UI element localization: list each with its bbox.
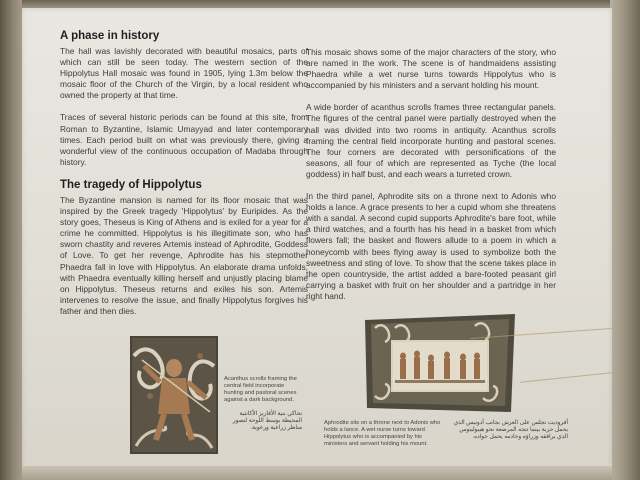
paragraph-mosaic-characters: This mosaic shows some of the major characters of the story, who are named in the work. The scene is of handmaidens assisting Phaedra while a wet nurse turns towards Hippolytus who is accompanied by his ministers and a servant holding his mount. — [306, 47, 556, 91]
panel-bottom-edge — [22, 466, 612, 480]
right-column — [306, 47, 556, 313]
caption-left-arabic: تحاكي بنية الأفاريز الأكانثية المحيطة بوسط اللوحة لتصور مناظر زراعية ورعوية. — [232, 411, 302, 431]
sign-frame-left — [0, 0, 22, 480]
paragraph-mosaic-discovery: The hall was lavishly decorated with beautiful mosaics, parts of which can still be seen today. The western section of the Hippolytus Hall mosaic was found in 1905, lying 1.3m below the mosaic floor of the Church of the Virgin, by a local resident who owned the property at that time. — [60, 46, 308, 101]
paragraph-tragedy-story: The Byzantine mansion is named for its floor mosaic that was inspired by the Greek tragedy 'Hippolytus' by Euripides. As the story goes, Theseus is King of Athens and is exiled for a year for a crime he committed. Hippolytus is his illegitimate son, who has sworn chastity and reveres Artemis instead of Aphrodite, Goddess of Love. To get her revenge, Aphrodite has his stepmother Phaedra fall in love with Hippolytus. An elaborate drama unfolds, with Phaedra eventually killing herself and unjustly placing blame on Hippolytus. Theseus returns and exiles his son. Artemis intervenes to resolve the issue, and finally Hippolytus forgives his father and then dies. — [60, 194, 308, 316]
caption-left-english: Acanthus scrolls framing the central field incorporate hunting and pastoral scenes against a dark background. — [224, 376, 297, 403]
mosaic-image-aphrodite-panel — [365, 314, 515, 414]
paragraph-historic-periods: Traces of several historic periods can be found at this site, from Roman to Byzantine, Islamic Umayyad and later contemporary times. Each period built on what was previously there, giving a wonderful view of the continuous occupation of Madaba through history. — [60, 112, 308, 167]
sign-frame-right — [610, 0, 640, 480]
paragraph-acanthus-border: A wide border of acanthus scrolls frames three rectangular panels. The figures of the central panel were partially destroyed when the hall was divided into two rooms in antiquity. Acanthus scrolls framing the central field incorporate hunting and pastoral scenes. The four corners are decorated with personifications of the seasons, all four of which are represented as Tyche (the local goddess) in half bust, and each wears a turreted crown. — [306, 102, 556, 179]
caption-right-arabic: أفروديت تجلس على العرش بجانب أدونيس الذي يحمل حربة بينما تتجه المرضعة نحو هيبوليتوس الذي يرافقه وزراؤه وخادمه يحمل جواده. — [453, 420, 568, 440]
heading-tragedy-of-hippolytus: The tragedy of Hippolytus — [60, 178, 202, 191]
caption-right-english: Aphrodite sits on a throne next to Adonis who holds a lance. A wet nurse turns toward Hippolytus who is accompanied by his ministers and servant holding his mount. — [324, 420, 441, 447]
mosaic-image-hunter — [130, 336, 218, 454]
paragraph-third-panel: In the third panel, Aphrodite sits on a throne next to Adonis who holds a lance. A grace presents to her a cupid whom she threatens with a sandal. A second cupid supports Aphrodite's bare foot, while a third watches, and a fourth has his head in a basket from which flowers fall; the basket and flowers allude to a poem in which a honeycomb with bees flying away is used to symbolize both the sweetness and sting of love. To show that the scene takes place in the open countryside, the artist added a bare-footed peasant girl carrying a basket with fruit on her shoulder and a partridge in her right hand. — [306, 191, 556, 301]
heading-phase-in-history: A phase in history — [60, 30, 160, 42]
left-column — [60, 30, 308, 328]
